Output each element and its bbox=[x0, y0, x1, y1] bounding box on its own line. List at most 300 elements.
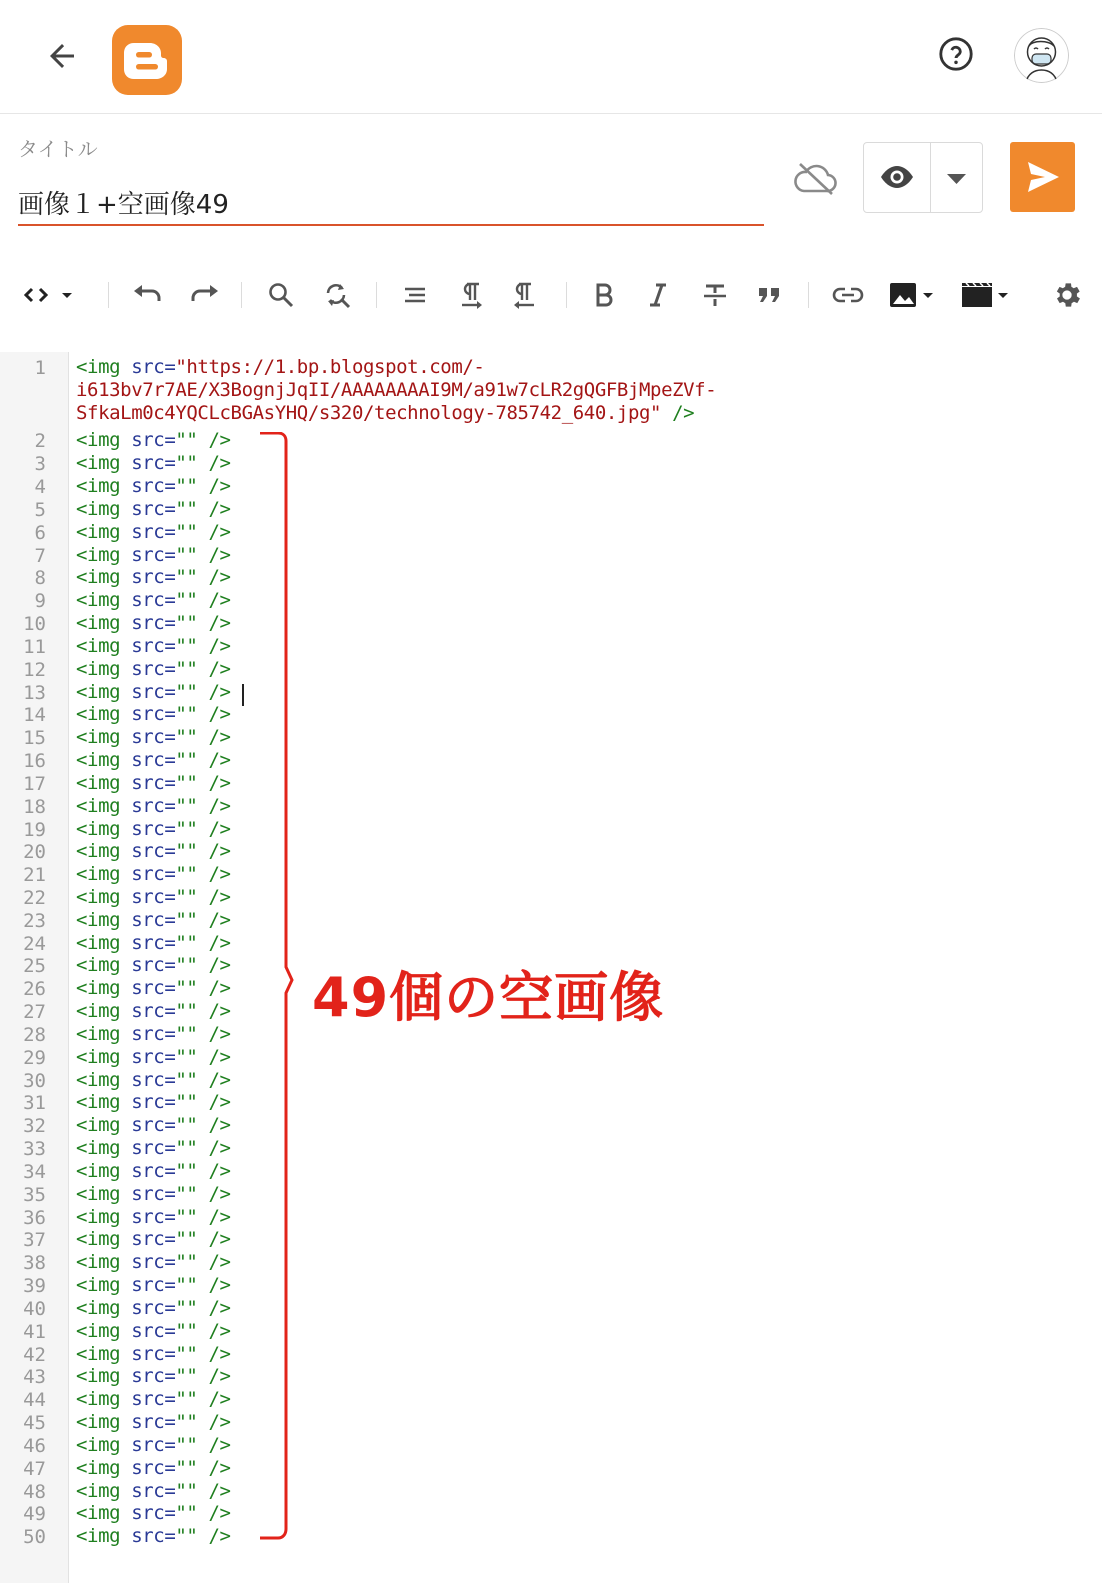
line-number: 28 bbox=[23, 1023, 46, 1046]
line-number: 42 bbox=[23, 1343, 46, 1366]
line-number: 24 bbox=[23, 932, 46, 955]
code-token: /> bbox=[197, 749, 231, 772]
code-token: <img bbox=[76, 863, 132, 886]
ltr-icon[interactable] bbox=[454, 278, 488, 312]
code-line bbox=[76, 726, 231, 749]
code-token: src= bbox=[131, 977, 176, 1000]
code-line bbox=[76, 1274, 231, 1297]
code-token: "" bbox=[175, 1365, 198, 1388]
line-number: 23 bbox=[23, 909, 46, 932]
annotation-bracket bbox=[258, 432, 298, 1540]
code-token: "" bbox=[175, 1342, 198, 1365]
code-token: "" bbox=[175, 1251, 198, 1274]
toolbar-separator bbox=[241, 282, 242, 308]
code-token: src= bbox=[131, 1022, 176, 1045]
code-line bbox=[76, 1297, 231, 1320]
code-token: src= bbox=[131, 794, 176, 817]
code-token: /> bbox=[197, 566, 231, 589]
code-token: <img bbox=[76, 726, 132, 749]
code-token: src= bbox=[131, 1137, 176, 1160]
code-token: <img bbox=[76, 886, 132, 908]
code-token: "" bbox=[175, 612, 198, 635]
code-token: /> bbox=[197, 1365, 231, 1388]
code-token: src= bbox=[131, 703, 176, 726]
code-token: src= bbox=[131, 1114, 176, 1137]
code-token: src= bbox=[131, 543, 176, 566]
code-token: <img bbox=[76, 543, 132, 566]
code-token: src= bbox=[131, 1342, 176, 1365]
line-number: 13 bbox=[23, 681, 46, 704]
code-token: src= bbox=[131, 1388, 176, 1411]
code-token: src= bbox=[131, 1091, 176, 1114]
code-line bbox=[76, 498, 231, 521]
code-token: /> bbox=[197, 1228, 231, 1251]
code-token: <img bbox=[76, 452, 132, 475]
code-token: <img bbox=[76, 1068, 132, 1091]
code-token: <img bbox=[76, 794, 132, 817]
code-token: <img bbox=[76, 1000, 132, 1023]
line-number: 43 bbox=[23, 1366, 46, 1389]
code-token: <img bbox=[76, 1365, 132, 1388]
code-token: src= bbox=[131, 657, 176, 680]
code-token: <img bbox=[76, 1502, 132, 1525]
code-token: "" bbox=[175, 566, 198, 589]
line-number: 18 bbox=[23, 795, 46, 818]
code-line bbox=[76, 1502, 231, 1525]
code-token: /> bbox=[197, 1479, 231, 1502]
code-token: "" bbox=[175, 1502, 198, 1525]
code-line bbox=[76, 1137, 231, 1160]
code-token: <img bbox=[76, 356, 132, 378]
code-token: <img bbox=[76, 475, 132, 498]
code-token: src= bbox=[131, 1479, 176, 1502]
image-icon[interactable] bbox=[888, 278, 940, 312]
code-token: <img bbox=[76, 1228, 132, 1251]
code-token: src= bbox=[131, 612, 176, 635]
code-token: /> bbox=[197, 452, 231, 475]
code-token: src= bbox=[131, 886, 176, 908]
code-line bbox=[76, 1069, 231, 1092]
code-token: /> bbox=[197, 954, 231, 977]
code-token: "" bbox=[175, 840, 198, 863]
code-token: <img bbox=[76, 1411, 132, 1434]
line-number: 19 bbox=[23, 818, 46, 841]
code-token: /> bbox=[197, 1205, 231, 1228]
code-token: "" bbox=[175, 931, 198, 954]
line-number: 20 bbox=[23, 841, 46, 864]
code-token: /> bbox=[197, 1342, 231, 1365]
code-token: /> bbox=[197, 886, 231, 908]
code-token: "" bbox=[175, 1274, 198, 1297]
cloud-off-icon bbox=[792, 160, 838, 196]
line-number: 47 bbox=[23, 1457, 46, 1480]
line-number: 29 bbox=[23, 1046, 46, 1069]
code-view-icon[interactable] bbox=[20, 278, 80, 312]
code-line bbox=[76, 749, 231, 772]
code-token: "" bbox=[175, 1068, 198, 1091]
code-token: "" bbox=[175, 794, 198, 817]
code-token: src= bbox=[131, 1319, 176, 1342]
line-number: 38 bbox=[23, 1252, 46, 1275]
code-token: "" bbox=[175, 475, 198, 498]
code-token: <img bbox=[76, 817, 132, 840]
line-number: 33 bbox=[23, 1138, 46, 1161]
code-token: "" bbox=[175, 1433, 198, 1456]
video-icon[interactable] bbox=[960, 278, 1014, 312]
code-token: <img bbox=[76, 977, 132, 1000]
code-token: src= bbox=[131, 1433, 176, 1456]
code-token: src= bbox=[131, 497, 176, 520]
bold-icon[interactable] bbox=[588, 278, 620, 312]
line-number: 46 bbox=[23, 1434, 46, 1457]
code-token: <img bbox=[76, 1296, 132, 1319]
code-token: src= bbox=[131, 452, 176, 475]
code-token: /> bbox=[197, 703, 231, 726]
code-token: /> bbox=[197, 1137, 231, 1160]
line-number: 11 bbox=[23, 635, 46, 658]
code-token: /> bbox=[197, 726, 231, 749]
code-token: "" bbox=[175, 1456, 198, 1479]
code-token: "" bbox=[175, 520, 198, 543]
line-number: 48 bbox=[23, 1480, 46, 1503]
code-line bbox=[76, 1320, 231, 1343]
toolbar-separator bbox=[808, 282, 809, 308]
code-line bbox=[76, 1206, 231, 1229]
title-input[interactable] bbox=[18, 180, 764, 226]
code-token: "" bbox=[175, 817, 198, 840]
help-circle-icon[interactable] bbox=[937, 35, 975, 73]
line-number: 32 bbox=[23, 1115, 46, 1138]
code-token: src= bbox=[131, 954, 176, 977]
line-number: 15 bbox=[23, 727, 46, 750]
code-token: <img bbox=[76, 657, 132, 680]
redo-icon[interactable] bbox=[186, 278, 222, 312]
code-token: <img bbox=[76, 680, 132, 703]
code-token: "" bbox=[175, 1525, 198, 1548]
settings-icon[interactable] bbox=[1048, 278, 1086, 312]
code-token: /> bbox=[197, 1114, 231, 1137]
code-token: src= bbox=[131, 726, 176, 749]
toolbar-separator bbox=[566, 282, 567, 308]
code-token: /> bbox=[197, 1159, 231, 1182]
code-token: "" bbox=[175, 589, 198, 612]
code-line bbox=[76, 909, 231, 932]
line-number: 30 bbox=[23, 1069, 46, 1092]
code-line bbox=[76, 772, 231, 795]
code-token: src= bbox=[131, 1411, 176, 1434]
code-token: "" bbox=[175, 1159, 198, 1182]
code-token: "" bbox=[175, 680, 198, 703]
code-token: "" bbox=[175, 657, 198, 680]
line-number: 22 bbox=[23, 887, 46, 909]
search-icon[interactable] bbox=[264, 278, 298, 312]
line-number: 8 bbox=[34, 567, 46, 590]
code-token: /> bbox=[197, 657, 231, 680]
line-number: 9 bbox=[34, 590, 46, 613]
line-number: 26 bbox=[23, 978, 46, 1001]
code-token: src= bbox=[131, 520, 176, 543]
code-line bbox=[76, 1114, 231, 1137]
strikethrough-icon[interactable] bbox=[698, 278, 732, 312]
code-line bbox=[76, 886, 231, 909]
line-number: 5 bbox=[34, 498, 46, 521]
code-token: <img bbox=[76, 1479, 132, 1502]
code-token: src= bbox=[131, 749, 176, 772]
code-token: "" bbox=[175, 543, 198, 566]
annotation-label: 49個の空画像 bbox=[312, 966, 665, 1029]
quote-icon[interactable] bbox=[752, 278, 786, 312]
line-number: 1 bbox=[34, 357, 46, 379]
code-token: <img bbox=[76, 634, 132, 657]
code-token: "" bbox=[175, 1091, 198, 1114]
text-cursor bbox=[242, 684, 244, 706]
code-token: /> bbox=[197, 908, 231, 931]
code-token: <img bbox=[76, 1525, 132, 1548]
line-number: 49 bbox=[23, 1503, 46, 1526]
code-token: src= bbox=[131, 1205, 176, 1228]
code-token: <img bbox=[76, 908, 132, 931]
code-token: src= bbox=[131, 1251, 176, 1274]
code-line bbox=[76, 1411, 231, 1434]
line-number: 45 bbox=[23, 1412, 46, 1435]
code-token: src= bbox=[131, 1068, 176, 1091]
code-token: src= bbox=[131, 356, 176, 378]
code-token: "" bbox=[175, 771, 198, 794]
code-token: <img bbox=[76, 1456, 132, 1479]
line-number: 7 bbox=[34, 544, 46, 567]
line-number: 50 bbox=[23, 1526, 46, 1549]
code-token: <img bbox=[76, 1251, 132, 1274]
user-avatar-icon[interactable] bbox=[1014, 28, 1069, 83]
line-number: 10 bbox=[23, 613, 46, 636]
code-line bbox=[76, 954, 231, 977]
line-number: 3 bbox=[34, 453, 46, 476]
code-line bbox=[76, 840, 231, 863]
code-token: src= bbox=[131, 1159, 176, 1182]
code-line bbox=[76, 681, 231, 704]
code-token: src= bbox=[131, 475, 176, 498]
code-token: "" bbox=[175, 497, 198, 520]
undo-icon[interactable] bbox=[130, 278, 166, 312]
code-line bbox=[76, 1457, 231, 1480]
code-token: "" bbox=[175, 1137, 198, 1160]
code-token: /> bbox=[197, 1456, 231, 1479]
code-token: "" bbox=[175, 1228, 198, 1251]
code-token: <img bbox=[76, 566, 132, 589]
code-token: "" bbox=[175, 1296, 198, 1319]
code-line bbox=[76, 1365, 231, 1388]
code-line bbox=[76, 703, 231, 726]
code-line: i613bv7r7AE/X3BognjJqII/AAAAAAAAI9M/a91w7cLR2gQGFBjMpeZVf- bbox=[76, 378, 717, 401]
code-token: /> bbox=[197, 1182, 231, 1205]
code-token: <img bbox=[76, 1091, 132, 1114]
code-token: "" bbox=[175, 977, 198, 1000]
code-token: <img bbox=[76, 840, 132, 863]
code-token: src= bbox=[131, 840, 176, 863]
code-token: "" bbox=[175, 1045, 198, 1068]
code-line bbox=[76, 429, 231, 452]
code-line bbox=[76, 1388, 231, 1411]
code-token: "" bbox=[175, 1022, 198, 1045]
code-line bbox=[76, 1183, 231, 1206]
code-token: /> bbox=[197, 475, 231, 498]
line-number: 36 bbox=[23, 1206, 46, 1229]
code-token: "" bbox=[175, 954, 198, 977]
line-number: 39 bbox=[23, 1275, 46, 1298]
editor-toolbar bbox=[0, 270, 1102, 320]
code-token: src= bbox=[131, 429, 176, 452]
code-token: <img bbox=[76, 429, 132, 452]
code-token: /> bbox=[197, 680, 231, 703]
code-token: /> bbox=[197, 1091, 231, 1114]
code-token: /> bbox=[197, 612, 231, 635]
format-icon[interactable] bbox=[398, 278, 432, 312]
code-token: src= bbox=[131, 589, 176, 612]
send-icon[interactable] bbox=[1010, 142, 1075, 212]
code-line bbox=[76, 1046, 231, 1069]
code-token: <img bbox=[76, 1205, 132, 1228]
code-token: /> bbox=[197, 1319, 231, 1342]
code-token: /> bbox=[197, 771, 231, 794]
code-token: "" bbox=[175, 908, 198, 931]
code-token: /> bbox=[197, 1525, 231, 1548]
code-line bbox=[76, 544, 231, 567]
code-token: <img bbox=[76, 589, 132, 612]
line-number: 31 bbox=[23, 1092, 46, 1115]
code-token: "" bbox=[175, 1411, 198, 1434]
code-line bbox=[76, 1228, 231, 1251]
code-token: src= bbox=[131, 931, 176, 954]
code-line bbox=[76, 566, 231, 589]
line-number: 35 bbox=[23, 1183, 46, 1206]
title-label: タイトル bbox=[18, 137, 98, 161]
code-line bbox=[76, 612, 231, 635]
code-token: src= bbox=[131, 634, 176, 657]
code-token: <img bbox=[76, 703, 132, 726]
code-token: src= bbox=[131, 1296, 176, 1319]
arrow-back-icon[interactable] bbox=[44, 38, 80, 74]
code-line bbox=[76, 402, 694, 425]
code-token: src= bbox=[131, 1045, 176, 1068]
code-token: /> bbox=[197, 1000, 231, 1023]
rtl-icon[interactable] bbox=[508, 278, 542, 312]
code-token: "" bbox=[175, 1319, 198, 1342]
code-token: /> bbox=[197, 589, 231, 612]
code-line bbox=[76, 818, 231, 841]
link-icon[interactable] bbox=[830, 278, 866, 312]
line-number: 6 bbox=[34, 521, 46, 544]
code-token: src= bbox=[131, 1365, 176, 1388]
code-token: src= bbox=[131, 1456, 176, 1479]
code-token: <img bbox=[76, 1137, 132, 1160]
line-number: 25 bbox=[23, 955, 46, 978]
code-token: "" bbox=[175, 703, 198, 726]
code-token: /> bbox=[197, 1433, 231, 1456]
code-token: "" bbox=[175, 749, 198, 772]
code-token: "" bbox=[175, 1205, 198, 1228]
blogger-logo-icon[interactable] bbox=[112, 25, 182, 95]
code-line bbox=[76, 1160, 231, 1183]
code-token: "" bbox=[175, 429, 198, 452]
code-line bbox=[76, 356, 484, 379]
line-number: 27 bbox=[23, 1001, 46, 1024]
code-token: "" bbox=[175, 726, 198, 749]
line-number: 44 bbox=[23, 1389, 46, 1412]
code-token: /> bbox=[197, 497, 231, 520]
code-line bbox=[76, 475, 231, 498]
line-number: 21 bbox=[23, 864, 46, 887]
code-line bbox=[76, 1091, 231, 1114]
code-token: SfkaLm0c4YQCLcBGAsYHQ/s320/technology-785742_640.jpg" bbox=[76, 401, 662, 424]
code-token: /> bbox=[197, 1411, 231, 1434]
eye-icon[interactable] bbox=[864, 143, 930, 212]
line-number: 16 bbox=[23, 750, 46, 773]
code-token: /> bbox=[197, 1502, 231, 1525]
code-line bbox=[76, 1023, 231, 1046]
code-token: src= bbox=[131, 1000, 176, 1023]
code-token: /> bbox=[197, 794, 231, 817]
code-token: <img bbox=[76, 520, 132, 543]
code-token: <img bbox=[76, 1388, 132, 1411]
code-line bbox=[76, 589, 231, 612]
code-line bbox=[76, 863, 231, 886]
code-token: <img bbox=[76, 1274, 132, 1297]
toolbar-separator bbox=[108, 282, 109, 308]
code-token: <img bbox=[76, 497, 132, 520]
line-number: 4 bbox=[34, 476, 46, 499]
code-token: "" bbox=[175, 886, 198, 908]
code-token: /> bbox=[197, 977, 231, 1000]
code-token: src= bbox=[131, 1228, 176, 1251]
code-token: src= bbox=[131, 566, 176, 589]
code-token: /> bbox=[197, 520, 231, 543]
code-token: "" bbox=[175, 1388, 198, 1411]
code-token: /> bbox=[197, 1068, 231, 1091]
code-token: "https://1.bp.blogspot.com/- bbox=[175, 356, 485, 378]
code-token: "" bbox=[175, 1000, 198, 1023]
caret-down-icon[interactable] bbox=[931, 143, 982, 212]
code-line bbox=[76, 795, 231, 818]
code-token: "" bbox=[175, 634, 198, 657]
code-line bbox=[76, 1343, 231, 1366]
code-token: <img bbox=[76, 1114, 132, 1137]
code-token: <img bbox=[76, 931, 132, 954]
line-number: 2 bbox=[34, 430, 46, 453]
code-token: <img bbox=[76, 771, 132, 794]
italic-icon[interactable] bbox=[642, 278, 674, 312]
line-number: 17 bbox=[23, 772, 46, 795]
code-line bbox=[76, 635, 231, 658]
code-token: "" bbox=[175, 1182, 198, 1205]
code-token: <img bbox=[76, 1022, 132, 1045]
code-token: "" bbox=[175, 863, 198, 886]
replace-icon[interactable] bbox=[320, 278, 354, 312]
code-token: /> bbox=[197, 1251, 231, 1274]
code-token: src= bbox=[131, 771, 176, 794]
line-number: 14 bbox=[23, 704, 46, 727]
code-token: /> bbox=[197, 863, 231, 886]
code-line bbox=[76, 1525, 231, 1548]
code-token: /> bbox=[197, 1274, 231, 1297]
code-token: "" bbox=[175, 1479, 198, 1502]
code-token: src= bbox=[131, 863, 176, 886]
code-token: src= bbox=[131, 908, 176, 931]
code-token: /> bbox=[197, 1296, 231, 1319]
code-token: <img bbox=[76, 1182, 132, 1205]
code-line bbox=[76, 521, 231, 544]
code-token: <img bbox=[76, 954, 132, 977]
preview-button-group bbox=[863, 142, 983, 213]
